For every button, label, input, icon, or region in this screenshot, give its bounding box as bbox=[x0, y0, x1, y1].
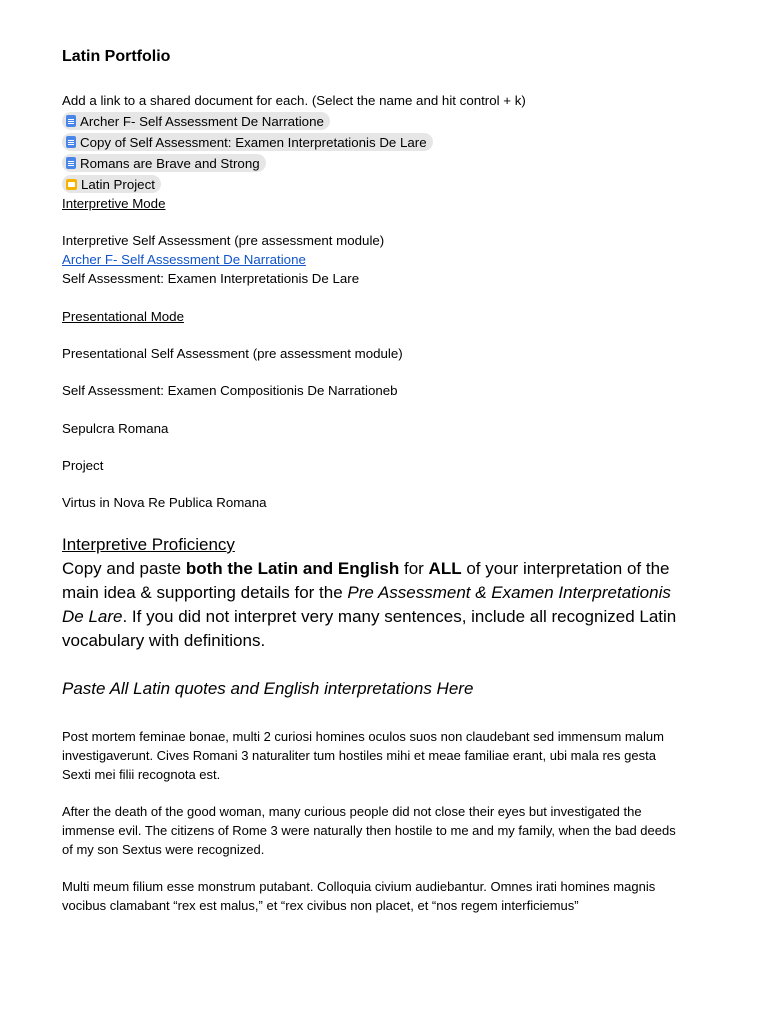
interpretive-exam: Self Assessment: Examen Interpretationis De Lare bbox=[62, 271, 360, 286]
chip-label: Copy of Self Assessment: Examen Interpretationis De Lare bbox=[80, 134, 427, 150]
interpretive-doc-link[interactable]: Archer F- Self Assessment De Narratione bbox=[62, 252, 306, 267]
project-item: Project bbox=[62, 458, 104, 473]
interpretive-mode-heading: Interpretive Mode bbox=[62, 196, 166, 211]
sepulcra-item: Sepulcra Romana bbox=[62, 421, 169, 436]
instruction-text: Add a link to a shared document for each. (Select the name and hit control + k) bbox=[62, 93, 526, 108]
google-slides-icon bbox=[66, 179, 77, 190]
latin-paragraph: Post mortem feminae bonae, multi 2 curiosi homines oculos suos non claudebant sed immensum malum investigaverunt. Cives Romani 3 naturaliter tum hostiles mihi et meae familiae erant, ubi mala res gesta Sexti mei filii recognota est. bbox=[62, 729, 664, 782]
slides-chip[interactable] bbox=[62, 175, 161, 195]
paste-heading: Paste All Latin quotes and English interpretations Here bbox=[62, 679, 474, 698]
chip-label: Romans are Brave and Strong bbox=[80, 155, 260, 171]
virtus-item: Virtus in Nova Re Publica Romana bbox=[62, 495, 267, 510]
google-docs-icon bbox=[66, 115, 76, 127]
latin-paragraph: Multi meum filium esse monstrum putabant. Colloquia civium audiebantur. Omnes irati homines magnis vocibus clamabant “rex est malus,” et “rex civibus non placet, et “nos regem interficiemus” bbox=[62, 879, 656, 913]
presentational-exam: Self Assessment: Examen Compositionis De Narrationeb bbox=[62, 383, 398, 398]
chip-label: Latin Project bbox=[81, 176, 155, 192]
google-docs-icon bbox=[66, 136, 76, 148]
doc-chip[interactable] bbox=[62, 133, 433, 153]
chip-label: Archer F- Self Assessment De Narratione bbox=[80, 113, 324, 129]
google-docs-icon bbox=[66, 157, 76, 169]
proficiency-heading: Interpretive Proficiency bbox=[62, 535, 235, 554]
page-title: Latin Portfolio bbox=[62, 48, 171, 65]
presentational-mode-heading: Presentational Mode bbox=[62, 309, 184, 324]
presentational-self-assessment: Presentational Self Assessment (pre assessment module) bbox=[62, 346, 403, 361]
proficiency-instructions: Copy and paste both the Latin and English for ALL of your interpretation of the main idea & supporting details for the Pre Assessment & Examen Interpretationis De Lare. If you did not interpret very many sentences, include all recognized Latin vocabulary with definitions. bbox=[62, 559, 677, 650]
doc-chip[interactable] bbox=[62, 154, 266, 174]
english-paragraph: After the death of the good woman, many curious people did not close their eyes but investigated the immense evil. The citizens of Rome 3 were naturally then hostile to me and my family, when the bad deeds of my son Sextus were recognized. bbox=[62, 804, 676, 857]
interpretive-self-assessment: Interpretive Self Assessment (pre assessment module) bbox=[62, 233, 385, 248]
doc-chip[interactable] bbox=[62, 112, 330, 132]
